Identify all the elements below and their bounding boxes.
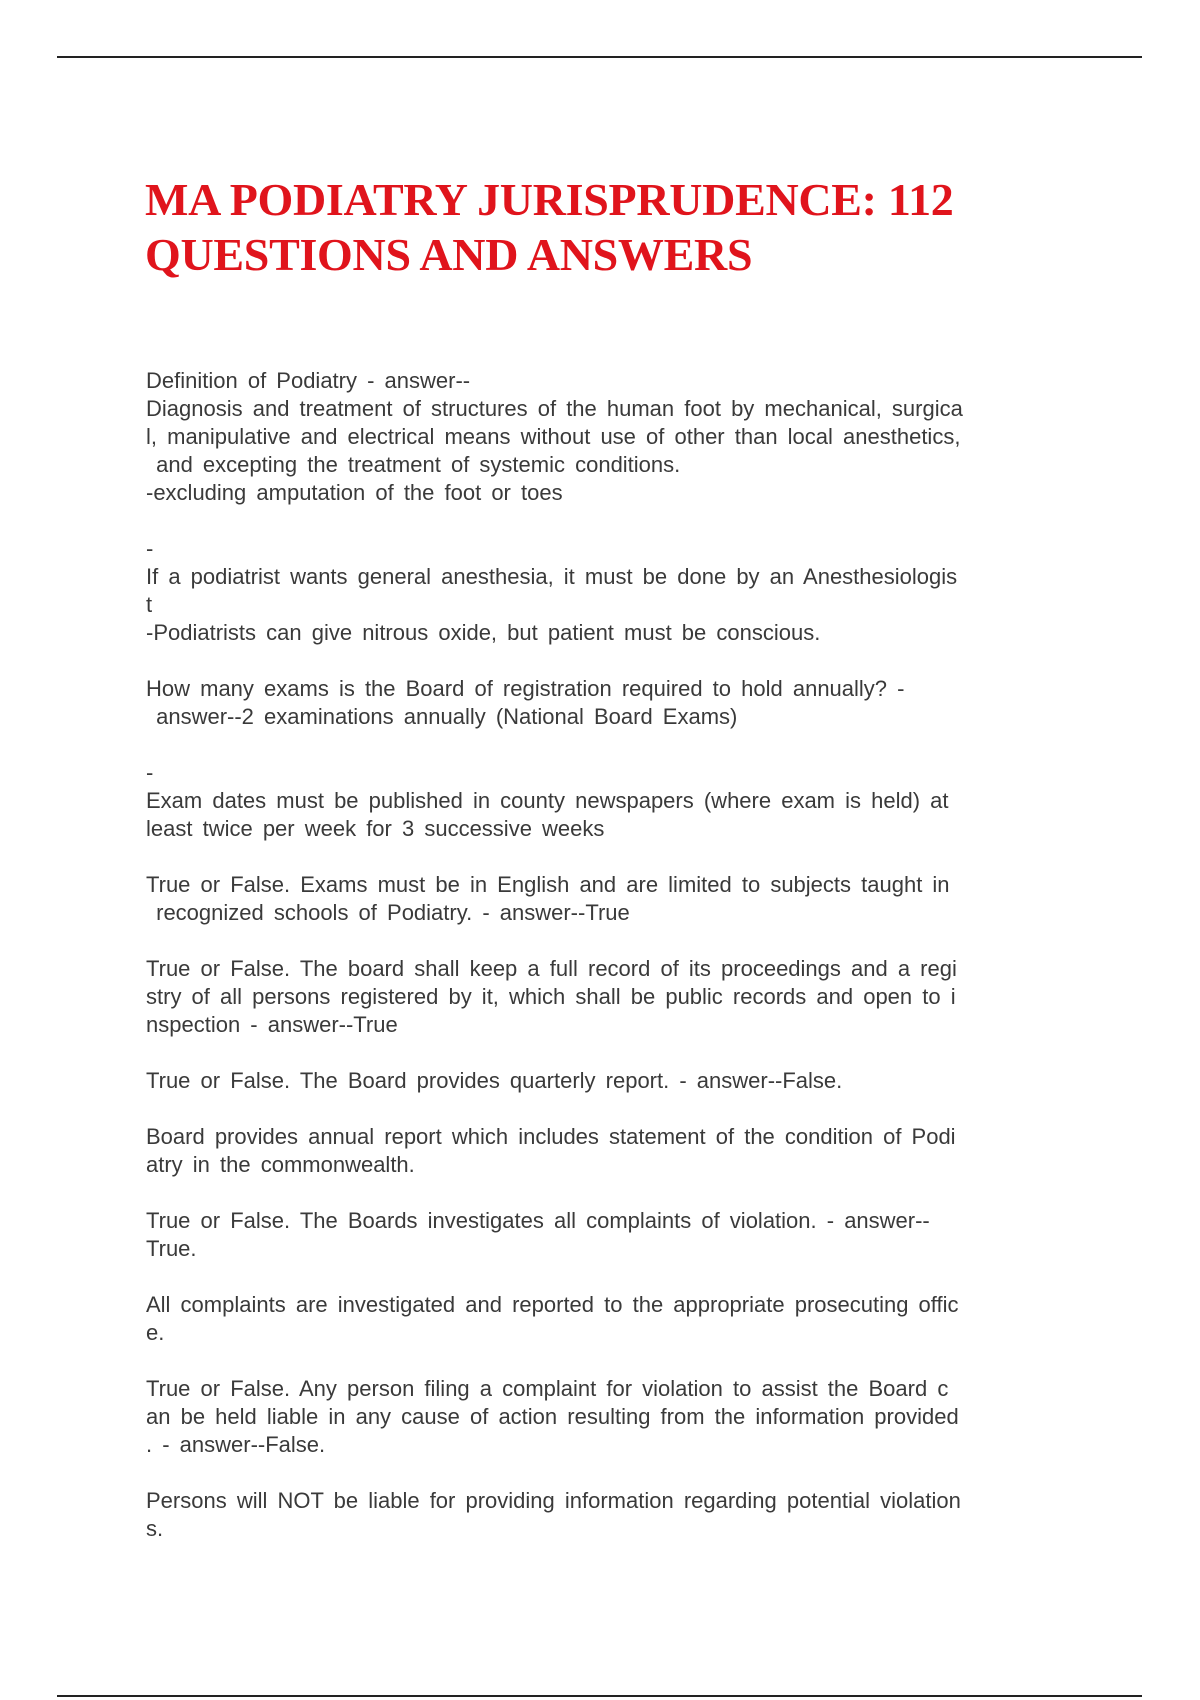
text-line: stry of all persons registered by it, which shall be public records and open to i (146, 984, 956, 1009)
text-line: Diagnosis and treatment of structures of the human foot by mechanical, surgica (146, 396, 963, 421)
text-line: True or False. The Boards investigates all complaints of violation. - answer-- (146, 1208, 930, 1233)
title-line-1: MA PODIATRY JURISPRUDENCE: 112 (145, 174, 954, 225)
text-line: True. (146, 1236, 197, 1261)
blank-line (146, 1263, 1056, 1291)
text-line: True or False. Exams must be in English and are limited to subjects taught in (146, 872, 950, 897)
document-title (145, 172, 1075, 282)
text-line: nspection - answer--True (146, 1012, 398, 1037)
top-rule (57, 56, 1142, 58)
blank-line (146, 647, 1056, 675)
text-line: True or False. The board shall keep a full record of its proceedings and a regi (146, 956, 957, 981)
text-line: Exam dates must be published in county newspapers (where exam is held) at (146, 788, 949, 813)
text-line: - (146, 536, 154, 561)
text-line: Definition of Podiatry - answer-- (146, 368, 471, 393)
text-line: recognized schools of Podiatry. - answer--True (146, 900, 630, 925)
text-line: answer--2 examinations annually (National Board Exams) (146, 704, 738, 729)
blank-line (146, 1347, 1056, 1375)
text-line: True or False. The Board provides quarterly report. - answer--False. (146, 1068, 843, 1093)
text-line: -excluding amputation of the foot or toes (146, 480, 563, 505)
text-line: and excepting the treatment of systemic conditions. (146, 452, 681, 477)
text-line: . - answer--False. (146, 1432, 326, 1457)
title-line-2: QUESTIONS AND ANSWERS (145, 229, 753, 280)
blank-line (146, 1095, 1056, 1123)
blank-line (146, 927, 1056, 955)
text-line: t (146, 592, 153, 617)
text-line: Board provides annual report which includes statement of the condition of Podi (146, 1124, 956, 1149)
blank-line (146, 1179, 1056, 1207)
blank-line (146, 843, 1056, 871)
blank-line (146, 1459, 1056, 1487)
blank-line (146, 1039, 1056, 1067)
text-line: atry in the commonwealth. (146, 1152, 415, 1177)
text-line: -Podiatrists can give nitrous oxide, but patient must be conscious. (146, 620, 821, 645)
text-line: All complaints are investigated and reported to the appropriate prosecuting offic (146, 1292, 959, 1317)
text-line: If a podiatrist wants general anesthesia, it must be done by an Anesthesiologis (146, 564, 958, 589)
bottom-rule (57, 1695, 1142, 1697)
text-line: l, manipulative and electrical means without use of other than local anesthetics, (146, 424, 961, 449)
blank-line (146, 507, 1056, 535)
text-line: How many exams is the Board of registration required to hold annually? - (146, 676, 905, 701)
blank-line (146, 731, 1056, 759)
text-line: least twice per week for 3 successive weeks (146, 816, 605, 841)
text-line: s. (146, 1516, 164, 1541)
text-line: Persons will NOT be liable for providing information regarding potential violation (146, 1488, 961, 1513)
text-line: e. (146, 1320, 165, 1345)
document-body (146, 367, 1056, 1543)
text-line: an be held liable in any cause of action resulting from the information provided (146, 1404, 959, 1429)
text-line: True or False. Any person filing a complaint for violation to assist the Board c (146, 1376, 949, 1401)
text-line: - (146, 760, 154, 785)
